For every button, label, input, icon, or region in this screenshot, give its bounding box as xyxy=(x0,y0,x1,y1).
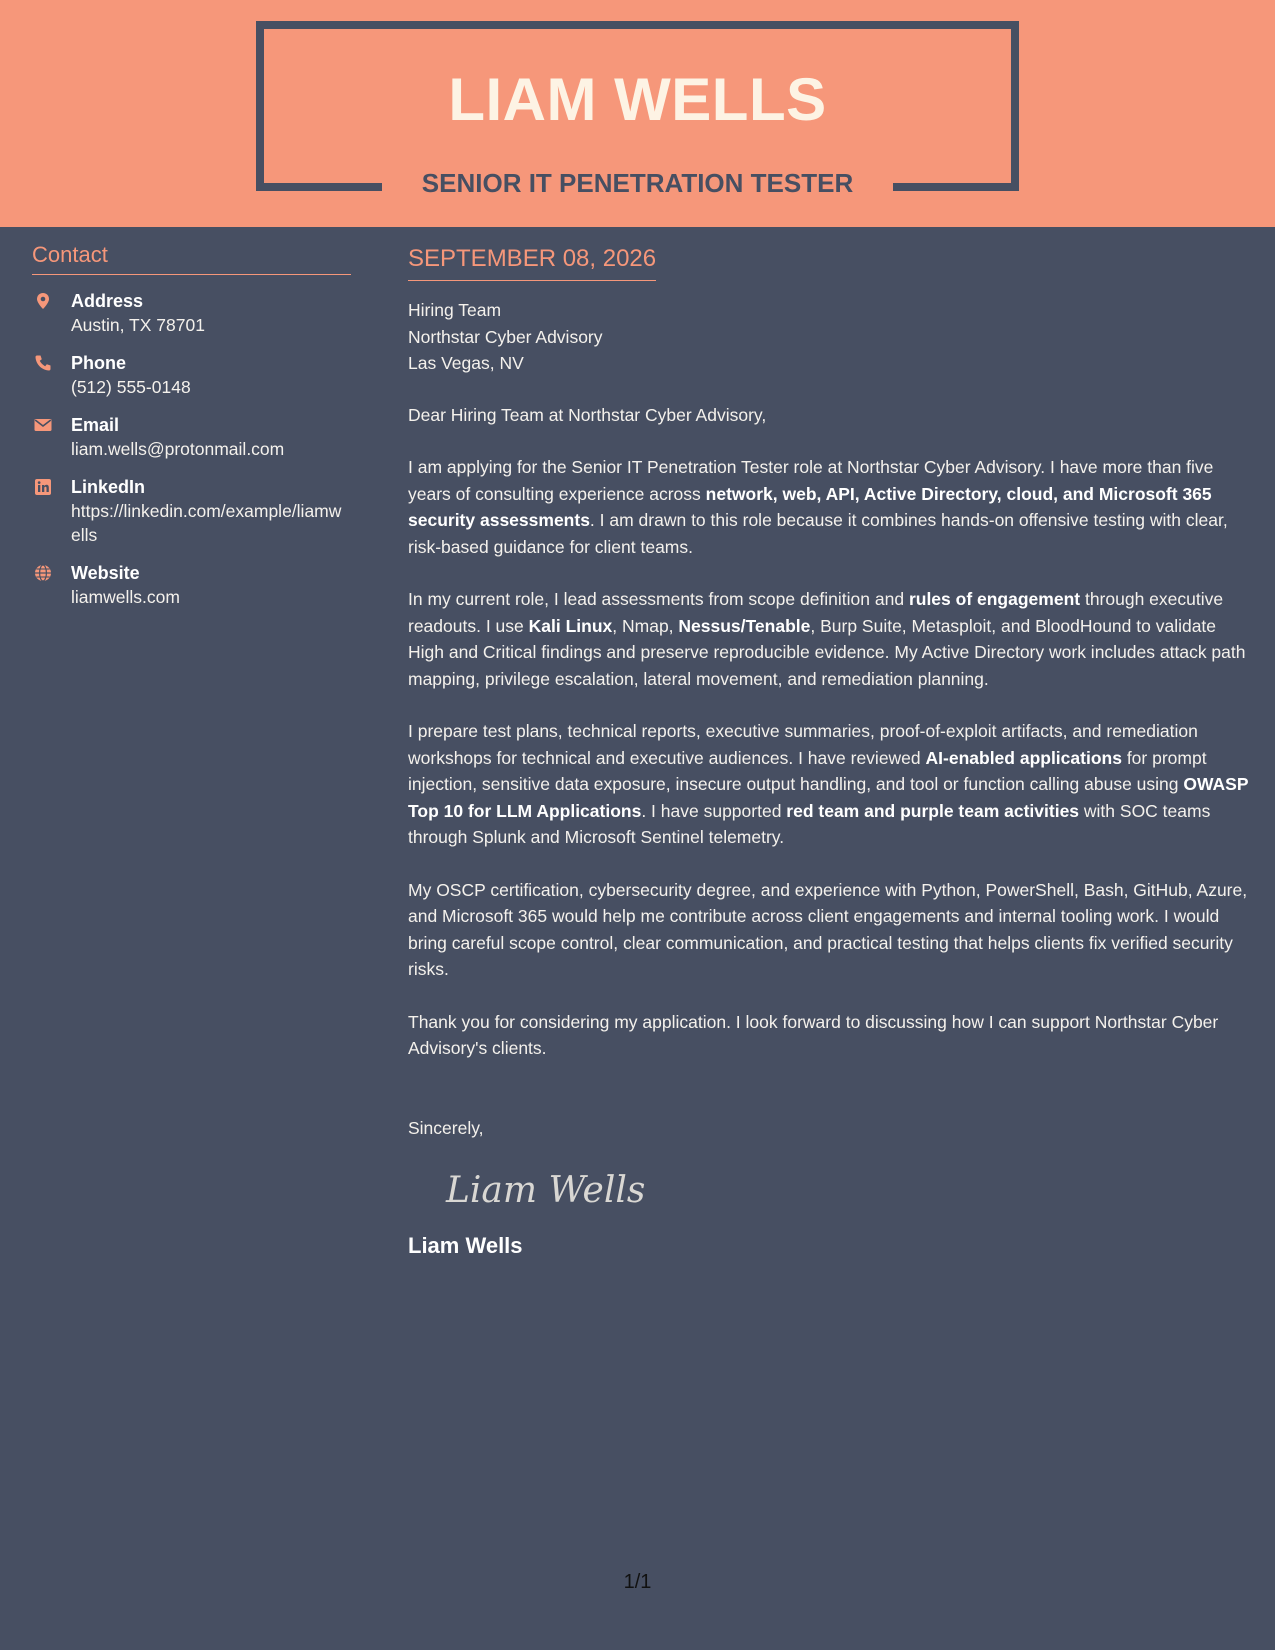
text-run: , Burp Suite, Metasploit, and BloodHound to validate High and Critical findings and preserve reproducible evidence. My Active Directory work includes attack path mapping, privilege escalation, lateral movement, and remediation planning. xyxy=(408,615,1246,689)
envelope-icon xyxy=(34,416,52,434)
bold-text-run: Nessus/Tenable xyxy=(678,615,811,636)
page-number: 1/1 xyxy=(623,1571,652,1593)
job-title: SENIOR IT PENETRATION TESTER xyxy=(421,168,854,198)
text-run: . I have supported xyxy=(641,800,787,821)
contact-label: Website xyxy=(71,563,140,583)
globe-icon xyxy=(34,564,52,582)
letter-paragraph xyxy=(408,1009,1253,1062)
text-run: Thank you for considering my application. I look forward to discussing how I can support Northstar Cyber Advisory's clients. xyxy=(408,1011,1219,1058)
handwritten-signature: Liam Wells xyxy=(446,1170,646,1211)
text-run: In my current role, I lead assessments from scope definition and xyxy=(408,589,909,609)
contact-heading: Contact xyxy=(32,241,351,275)
contact-website xyxy=(32,561,351,609)
bold-text-run: network, web, API, Active Directory, cloud, and Microsoft 365 security assessments xyxy=(408,483,1212,530)
letter-date: SEPTEMBER 08, 2026 xyxy=(408,244,656,281)
letter-paragraph xyxy=(408,877,1253,983)
letter-paragraph xyxy=(408,718,1253,851)
bold-text-run: red team and purple team activities xyxy=(786,800,1080,821)
signer-name: Liam Wells xyxy=(408,1233,523,1258)
bold-text-run: OWASP Top 10 for LLM Applications xyxy=(408,774,1249,821)
closing: Sincerely, xyxy=(408,1117,484,1138)
contact-value: liam.wells@protonmail.com xyxy=(71,439,285,459)
text-run: My OSCP certification, cybersecurity degree, and experience with Python, PowerShell, Bash, GitHub, Azure, and Microsoft 365 would help me contribute across client engagements and internal tooling work. I would bring careful scope control, clear communication, and practical testing that helps clients fix verified security risks. xyxy=(408,879,1248,979)
contact-value[interactable]: https://linkedin.com/example/liamwells xyxy=(71,501,342,545)
recipient-line: Hiring Team xyxy=(408,300,502,320)
contact-label: LinkedIn xyxy=(71,477,146,497)
contact-sidebar xyxy=(32,241,351,609)
header-band xyxy=(0,0,1275,227)
contact-linkedin xyxy=(32,475,351,547)
letter-body xyxy=(408,244,1253,1261)
text-run: for prompt injection, sensitive data exposure, insecure output handling, and tool or function calling abuse using xyxy=(408,747,1207,794)
contact-email xyxy=(32,413,351,461)
letter-paragraph xyxy=(408,454,1253,560)
contact-label: Address xyxy=(71,291,144,311)
applicant-name: LIAM WELLS xyxy=(448,66,827,133)
bold-text-run: rules of engagement xyxy=(908,589,1081,609)
contact-address xyxy=(32,289,351,337)
contact-value[interactable]: liamwells.com xyxy=(71,587,180,607)
contact-phone xyxy=(32,351,351,399)
bold-text-run: AI-enabled applications xyxy=(925,747,1122,768)
salutation: Dear Hiring Team at Northstar Cyber Advisory, xyxy=(408,404,767,425)
contact-value: (512) 555-0148 xyxy=(71,377,191,397)
bold-text-run: Kali Linux xyxy=(528,615,613,636)
contact-value: Austin, TX 78701 xyxy=(71,315,205,335)
linkedin-icon xyxy=(34,478,52,496)
recipient-line: Northstar Cyber Advisory xyxy=(408,326,603,347)
text-run: . I am drawn to this role because it combines hands-on offensive testing with clear, risk-based guidance for client teams. xyxy=(408,510,1228,557)
text-run: with SOC teams through Splunk and Microsoft Sentinel telemetry. xyxy=(408,800,1211,847)
contact-label: Email xyxy=(71,415,120,435)
phone-icon xyxy=(34,354,52,372)
text-run: , Nmap, xyxy=(612,615,679,636)
recipient-block xyxy=(408,297,1253,377)
text-run: I prepare test plans, technical reports, executive summaries, proof-of-exploit artifacts, and remediation workshops for technical and executive audiences. I have reviewed xyxy=(408,721,1198,768)
map-pin-icon xyxy=(34,292,52,310)
text-run: I am applying for the Senior IT Penetration Tester role at Northstar Cyber Advisory. I have more than five years of consulting experience across xyxy=(408,457,1214,504)
contact-label: Phone xyxy=(71,353,127,373)
recipient-line: Las Vegas, NV xyxy=(408,353,524,373)
letter-paragraph xyxy=(408,586,1253,692)
text-run: through executive readouts. I use xyxy=(408,589,1224,636)
